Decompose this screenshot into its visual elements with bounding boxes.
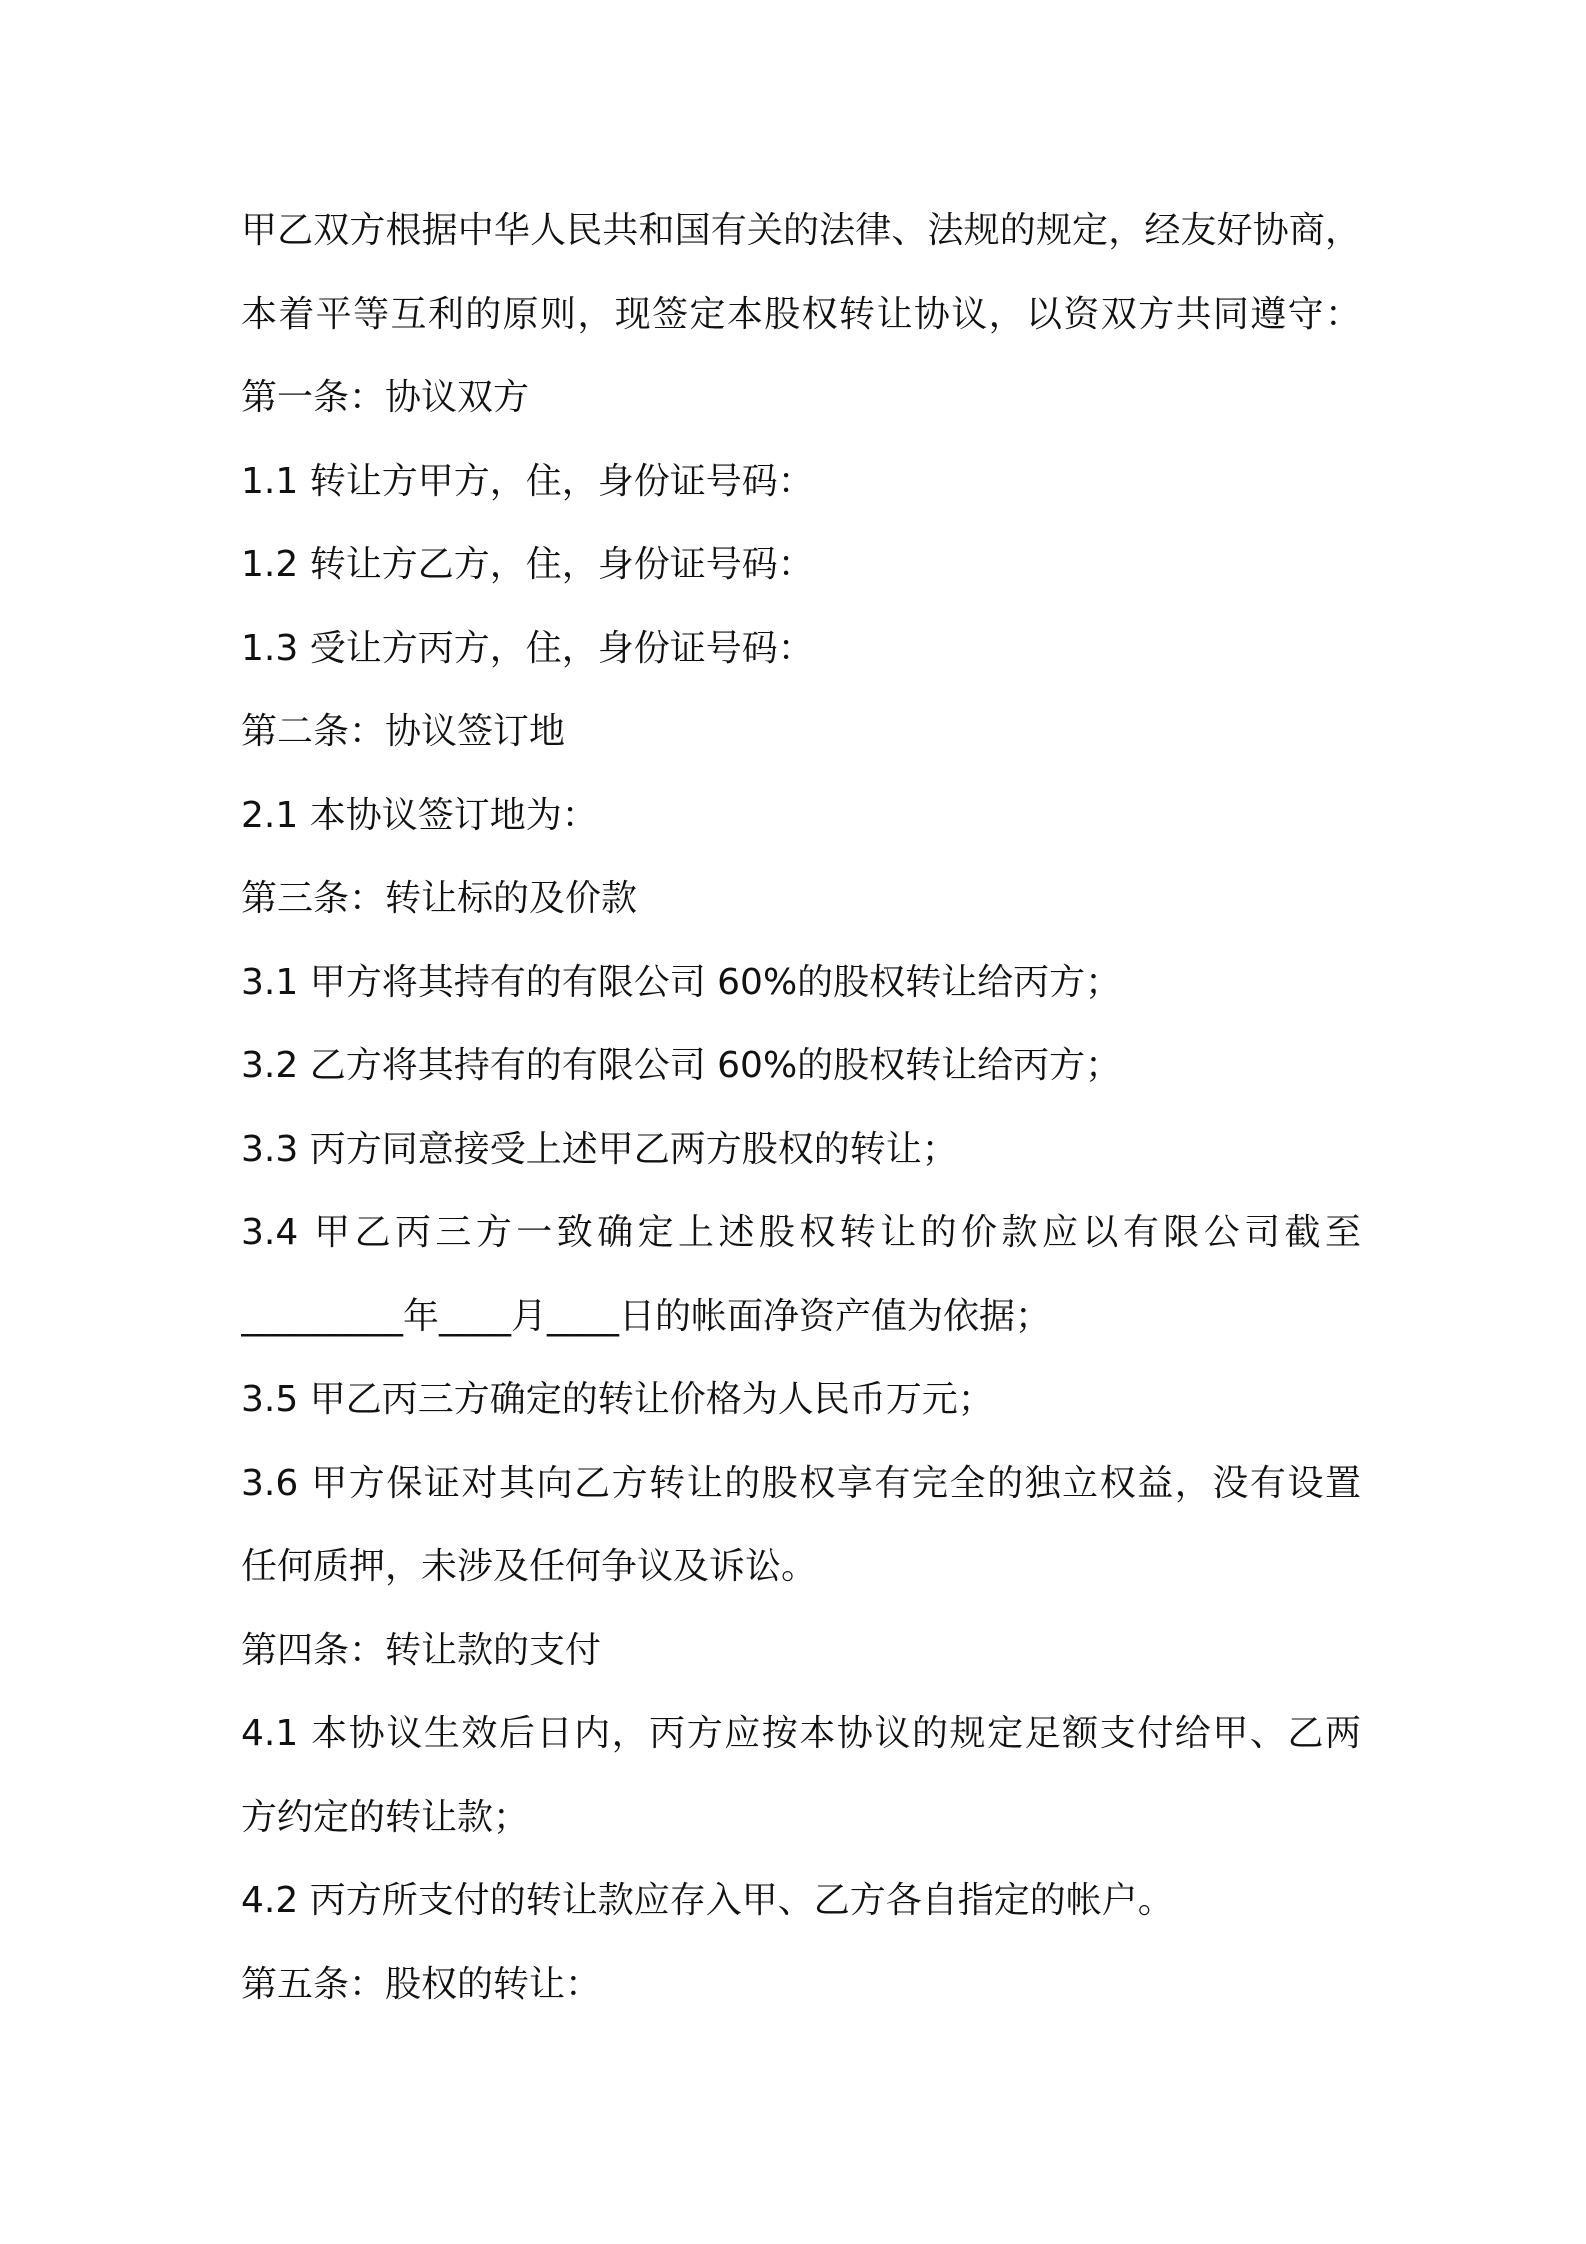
text-line: 4.2 丙方所支付的转让款应存入甲、乙方各自指定的帐户。 (241, 1880, 1174, 1921)
section-heading: 第四条：转让款的支付 (241, 1629, 602, 1671)
text-line: 2.1 本协议签订地为： (241, 794, 598, 836)
document-body (241, 198, 1361, 2035)
text-line: _________年____月____日的帐面净资产值为依据； (241, 1295, 1052, 1337)
text-line: 3.4 甲乙丙三方一致确定上述股权转让的价款应以有限公司截至 (241, 1212, 1361, 1253)
text-line: 3.1 甲方将其持有的有限公司 60%的股权转让给丙方； (241, 961, 1122, 1003)
section-heading: 第二条：协议签订地 (241, 711, 566, 752)
text-line: 任何质押，未涉及任何争议及诉讼。 (241, 1546, 818, 1587)
section-heading: 第一条：协议双方 (241, 377, 530, 418)
text-line: 3.6 甲方保证对其向乙方转让的股权享有完全的独立权益，没有设置 (241, 1462, 1361, 1504)
text-line: 本着平等互利的原则，现签定本股权转让协议，以资双方共同遵守： (241, 293, 1361, 335)
text-line: 1.3 受让方丙方，住，身份证号码： (241, 627, 814, 669)
text-line: 4.1 本协议生效后日内，丙方应按本协议的规定足额支付给甲、乙两 (241, 1713, 1361, 1754)
text-line: 甲乙双方根据中华人民共和国有关的法律、法规的规定，经友好协商， (241, 210, 1361, 251)
section-heading: 第三条：转让标的及价款 (241, 878, 638, 919)
text-line: 1.2 转让方乙方，住，身份证号码： (241, 544, 814, 585)
section-heading: 第五条：股权的转让： (241, 1963, 602, 2005)
text-line: 3.3 丙方同意接受上述甲乙两方股权的转让； (241, 1128, 958, 1170)
text-line: 方约定的转让款； (241, 1796, 530, 1838)
text-line: 3.5 甲乙丙三方确定的转让价格为人民币万元； (241, 1379, 994, 1420)
text-line: 3.2 乙方将其持有的有限公司 60%的股权转让给丙方； (241, 1045, 1122, 1086)
text-line: 1.1 转让方甲方，住，身份证号码： (241, 460, 814, 502)
